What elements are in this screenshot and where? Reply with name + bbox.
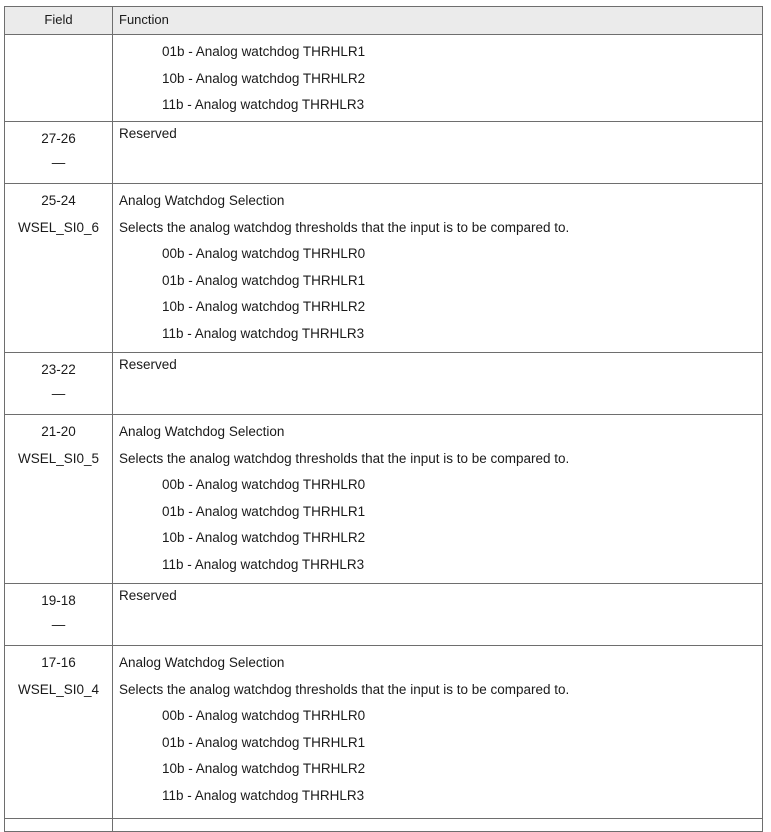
option-line: 11b - Analog watchdog THRHLR3	[162, 97, 365, 112]
function-cell	[113, 35, 763, 122]
function-description: Selects the analog watchdog thresholds that the input is to be compared to.	[119, 681, 570, 697]
function-cell	[113, 415, 763, 584]
field-bits: 19-18	[41, 593, 76, 608]
field-cell	[5, 819, 113, 832]
register-field-table	[4, 6, 763, 832]
option-line: 11b - Analog watchdog THRHLR3	[162, 556, 365, 572]
table-row-wsel-si0-6	[5, 184, 763, 353]
field-name: WSEL_SI0_6	[17, 219, 100, 235]
option-line: 10b - Analog watchdog THRHLR2	[162, 299, 366, 314]
table-row-reserved	[5, 122, 763, 184]
table-header-row	[5, 7, 763, 35]
function-title: Analog Watchdog Selection	[119, 193, 285, 208]
field-bits: 23-22	[41, 362, 76, 377]
option-line: 01b - Analog watchdog THRHLR1	[162, 503, 366, 519]
function-cell	[113, 122, 763, 184]
field-cell	[5, 184, 113, 353]
field-bits: 27-26	[41, 131, 76, 146]
field-name: WSEL_SI0_5	[17, 450, 100, 466]
function-cell	[113, 584, 763, 646]
option-line: 11b - Analog watchdog THRHLR3	[162, 787, 365, 803]
function-cell	[113, 819, 763, 832]
field-name: —	[51, 155, 66, 170]
function-cell	[113, 353, 763, 415]
table-row-reserved	[5, 584, 763, 646]
field-cell	[5, 353, 113, 415]
function-cell	[113, 646, 763, 819]
field-cell	[5, 584, 113, 646]
option-line: 01b - Analog watchdog THRHLR1	[162, 734, 366, 750]
reserved-text: Reserved	[119, 588, 177, 603]
field-cell	[5, 35, 113, 122]
option-line: 10b - Analog watchdog THRHLR2	[162, 530, 366, 545]
option-line: 00b - Analog watchdog THRHLR0	[162, 708, 366, 723]
field-name: —	[51, 386, 66, 401]
field-column-header: Field	[5, 7, 113, 35]
option-line: 01b - Analog watchdog THRHLR1	[162, 272, 366, 288]
function-title: Analog Watchdog Selection	[119, 655, 285, 670]
field-name: WSEL_SI0_4	[17, 681, 100, 697]
field-bits: 21-20	[41, 424, 76, 439]
function-cell	[113, 184, 763, 353]
function-title: Analog Watchdog Selection	[119, 424, 285, 439]
field-bits: 17-16	[41, 655, 76, 670]
field-name: —	[51, 617, 66, 632]
table-row-continuation	[5, 35, 763, 122]
function-description: Selects the analog watchdog thresholds that the input is to be compared to.	[119, 219, 570, 235]
option-line: 10b - Analog watchdog THRHLR2	[162, 761, 366, 776]
table-row-wsel-si0-5	[5, 415, 763, 584]
reserved-text: Reserved	[119, 357, 177, 372]
option-line: 00b - Analog watchdog THRHLR0	[162, 477, 366, 492]
function-column-header: Function	[113, 7, 763, 35]
function-description: Selects the analog watchdog thresholds that the input is to be compared to.	[119, 450, 570, 466]
field-cell	[5, 415, 113, 584]
field-cell	[5, 646, 113, 819]
table-row-reserved	[5, 353, 763, 415]
field-bits: 25-24	[41, 193, 76, 208]
table-row-next-partial	[5, 819, 763, 832]
option-line: 00b - Analog watchdog THRHLR0	[162, 246, 366, 261]
option-line: 11b - Analog watchdog THRHLR3	[162, 325, 365, 341]
field-cell	[5, 122, 113, 184]
option-line: 01b - Analog watchdog THRHLR1	[162, 44, 366, 59]
table-row-wsel-si0-4	[5, 646, 763, 819]
option-line: 10b - Analog watchdog THRHLR2	[162, 70, 366, 86]
reserved-text: Reserved	[119, 126, 177, 141]
